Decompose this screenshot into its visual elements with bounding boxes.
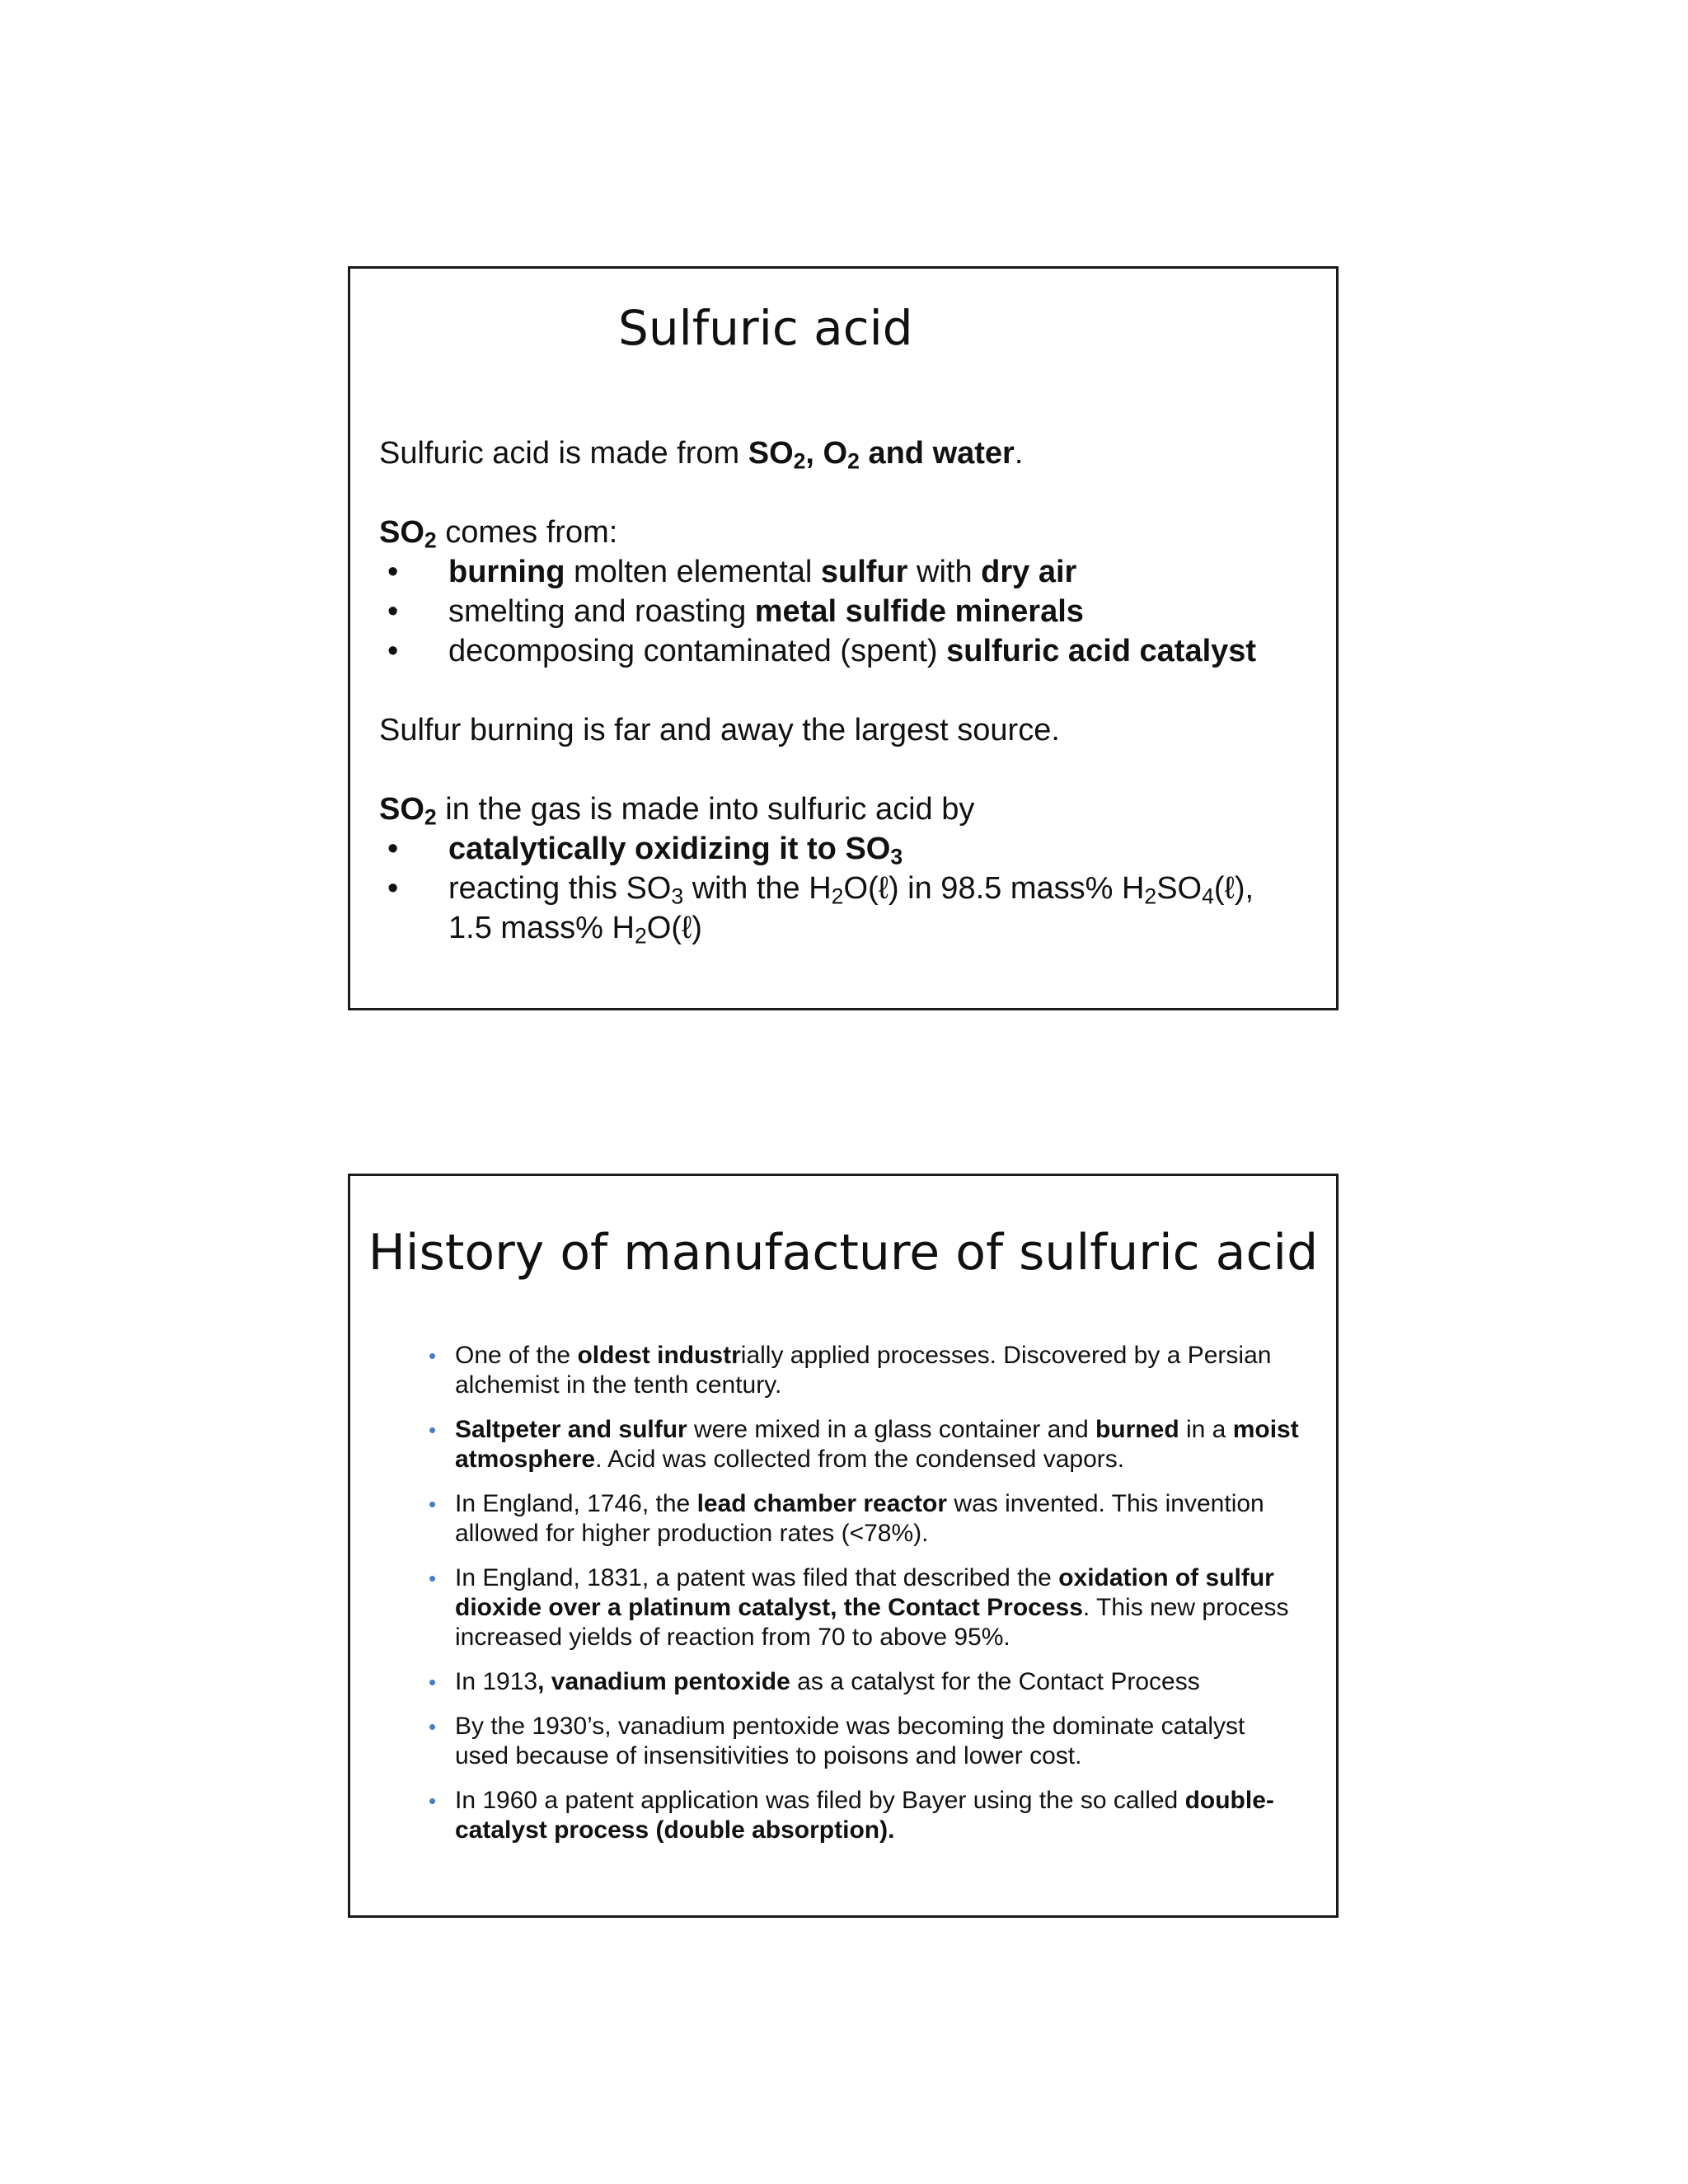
list-item: • burning molten elemental sulfur with dry air — [387, 555, 1077, 589]
list-item: • Saltpeter and sulfur were mixed in a glass container and burned in a moist atmosphere. Acid was collected from the condensed vapors. — [429, 1416, 1299, 1473]
list-item: • catalytically oxidizing it to $SO_3$ — [387, 832, 903, 869]
slide-body — [429, 1341, 1303, 1860]
slide-title: History of manufacture of sulfuric acid — [368, 1224, 1319, 1282]
list-item: • In England, 1831, a patent was filed that described the oxidation of sulfur dioxide over a platinum catalyst, the Contact Process. This new process increased yields of reaction from 70 to above 95%. — [429, 1564, 1289, 1651]
slide-title: Sulfuric acid — [618, 300, 913, 356]
largest-source-line: Sulfur burning is far and away the largest source. — [379, 713, 1060, 748]
intro-line: Sulfuric acid is made from $SO_2$, $O_2$ and water. — [379, 436, 1024, 474]
list-item: • smelting and roasting metal sulfide minerals — [387, 594, 1084, 629]
list-item: • decomposing contaminated (spent) sulfuric acid catalyst — [387, 634, 1257, 668]
history-list — [429, 1341, 1303, 1845]
list-item: • One of the oldest industrially applied processes. Discovered by a Persian alchemist in the tenth century. — [429, 1342, 1272, 1399]
list-item: • reacting this $SO_3$ with the $H_2O(\ell)$ in 98.5 mass% $H_2SO_4(\ell)$, 1.5 mass% $H_2O(\ell)$ — [387, 871, 1254, 949]
so2-sources-heading: $SO_2$ comes from: — [379, 515, 618, 553]
so2-sources-list — [379, 552, 1320, 671]
list-item: • By the 1930’s, vanadium pentoxide was becoming the dominate catalyst used because of insensitivities to poisons and lower cost. — [429, 1713, 1245, 1769]
list-item: • In England, 1746, the lead chamber reactor was invented. This invention allowed for higher production rates (<78%). — [429, 1490, 1264, 1547]
list-item: • In 1960 a patent application was filed by Bayer using the so called double-catalyst process (double absorption). — [429, 1787, 1274, 1844]
slide-body — [379, 434, 1320, 948]
slide-history — [348, 1174, 1339, 1918]
list-item: • In 1913, vanadium pentoxide as a catalyst for the Contact Process — [429, 1668, 1200, 1695]
conversion-steps-list — [379, 829, 1320, 948]
slide-sulfuric-acid — [348, 266, 1339, 1010]
gas-conversion-heading: $SO_2$ in the gas is made into sulfuric acid by — [379, 792, 975, 830]
